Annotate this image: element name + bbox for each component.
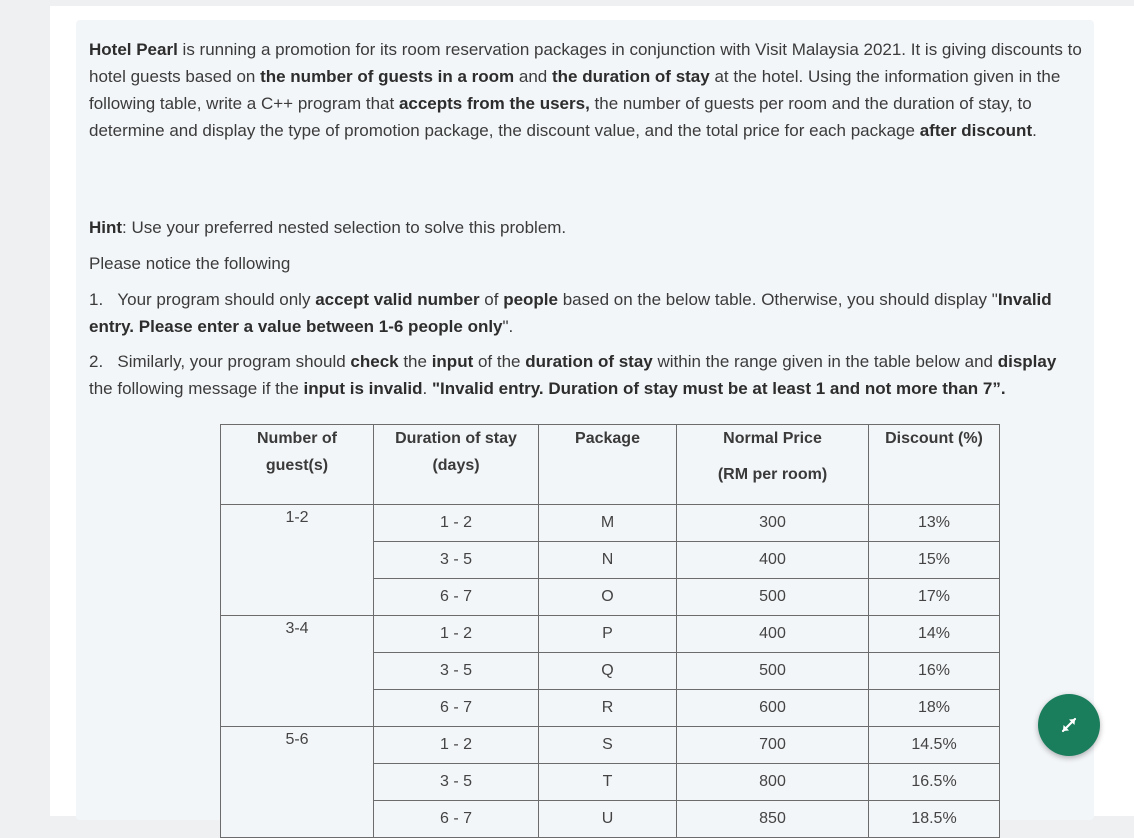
price-cell: 500: [677, 579, 869, 616]
intro-text: .: [1032, 121, 1037, 140]
rule-text: of the: [473, 352, 526, 371]
package-cell: S: [539, 727, 677, 764]
emphasis-text: the duration of stay: [551, 67, 710, 86]
discount-cell: 15%: [869, 542, 1000, 579]
discount-cell: 17%: [869, 579, 1000, 616]
package-cell: M: [539, 505, 677, 542]
emphasis-text: accepts from the users,: [398, 94, 590, 113]
table-row: [221, 505, 1000, 542]
header-text: Number of: [257, 430, 337, 447]
rule-text: Similarly, your program should: [117, 352, 351, 371]
header-package: Package: [539, 425, 677, 505]
duration-cell: 6 - 7: [374, 579, 539, 616]
emphasis-text: input: [431, 352, 474, 371]
package-cell: U: [539, 801, 677, 838]
price-cell: 400: [677, 616, 869, 653]
duration-cell: 6 - 7: [374, 801, 539, 838]
intro-text: and: [514, 67, 552, 86]
discount-cell: 14%: [869, 616, 1000, 653]
hint-label: Hint: [89, 218, 123, 237]
header-text: guest(s): [265, 457, 329, 474]
expand-icon: [1058, 714, 1080, 736]
rule-text: of: [479, 290, 504, 309]
rule-2: [89, 348, 1084, 402]
rule-text: .: [422, 379, 432, 398]
table-header-row: [221, 425, 1000, 505]
discount-cell: 13%: [869, 505, 1000, 542]
emphasis-text: accept valid number: [315, 290, 480, 309]
duration-cell: 1 - 2: [374, 727, 539, 764]
discount-cell: 16.5%: [869, 764, 1000, 801]
duration-cell: 3 - 5: [374, 653, 539, 690]
duration-cell: 3 - 5: [374, 764, 539, 801]
price-cell: 600: [677, 690, 869, 727]
expand-button[interactable]: [1038, 694, 1100, 756]
error-message-text: Invalid entry. Please enter a value between 1-6 people only: [89, 290, 1052, 336]
emphasis-text: people: [503, 290, 558, 309]
emphasis-text: display: [997, 352, 1057, 371]
emphasis-text: input is invalid: [303, 379, 423, 398]
header-guests: [221, 425, 374, 505]
header-text: (days): [432, 457, 480, 474]
package-table: [220, 424, 1000, 838]
emphasis-text: the number of guests in a room: [260, 67, 515, 86]
intro-text: at the hotel. Using the information given in the following table, write a C++ program that: [89, 67, 1061, 113]
intro-paragraph: [89, 36, 1084, 144]
package-cell: P: [539, 616, 677, 653]
emphasis-text: duration of stay: [525, 352, 653, 371]
rule-text: ".: [502, 317, 514, 336]
rule-number: 1.: [89, 290, 104, 309]
guests-cell: 3-4: [221, 616, 374, 727]
table-row: [221, 727, 1000, 764]
hotel-name: Hotel Pearl: [89, 40, 178, 59]
price-cell: 700: [677, 727, 869, 764]
emphasis-text: after discount: [919, 121, 1033, 140]
question-panel: [76, 20, 1094, 827]
duration-cell: 1 - 2: [374, 616, 539, 653]
discount-cell: 16%: [869, 653, 1000, 690]
hint-line: [89, 214, 1084, 241]
discount-cell: 18.5%: [869, 801, 1000, 838]
emphasis-text: check: [350, 352, 399, 371]
guests-cell: 5-6: [221, 727, 374, 838]
price-cell: 800: [677, 764, 869, 801]
intro-text: the number of guests per room and the duration of stay, to determine and display the type of promotion package, the discount value, and the total price for each package: [89, 94, 1032, 140]
rule-1: [89, 286, 1084, 340]
guests-cell: 1-2: [221, 505, 374, 616]
package-cell: T: [539, 764, 677, 801]
notice-line: Please notice the following: [89, 254, 291, 273]
header-text: Normal Price: [723, 430, 822, 447]
discount-cell: 14.5%: [869, 727, 1000, 764]
rule-text: Your program should only: [117, 290, 316, 309]
package-cell: O: [539, 579, 677, 616]
package-cell: Q: [539, 653, 677, 690]
rule-number: 2.: [89, 352, 104, 371]
rule-text: based on the below table. Otherwise, you should display ": [558, 290, 998, 309]
header-duration: [374, 425, 539, 505]
rule-text: within the range given in the table below and: [652, 352, 998, 371]
discount-cell: 18%: [869, 690, 1000, 727]
header-discount: Discount (%): [869, 425, 1000, 505]
table-row: [221, 616, 1000, 653]
error-message-text: "Invalid entry. Duration of stay must be at least 1 and not more than 7”.: [431, 379, 1006, 398]
package-cell: R: [539, 690, 677, 727]
rule-text: the: [398, 352, 432, 371]
duration-cell: 3 - 5: [374, 542, 539, 579]
hint-text: : Use your preferred nested selection to solve this problem.: [122, 218, 567, 237]
header-text: (RM per room): [717, 466, 828, 483]
page-content: [50, 6, 1134, 827]
intro-text: is running a promotion for its room reservation packages in conjunction with Visit Malaysia 2021. It is giving discounts to hotel guests based on: [89, 40, 1082, 86]
duration-cell: 1 - 2: [374, 505, 539, 542]
header-price: [677, 425, 869, 505]
package-cell: N: [539, 542, 677, 579]
price-cell: 850: [677, 801, 869, 838]
header-text: Duration of stay: [395, 430, 517, 447]
price-cell: 400: [677, 542, 869, 579]
rule-text: the following message if the: [89, 379, 304, 398]
price-cell: 500: [677, 653, 869, 690]
duration-cell: 6 - 7: [374, 690, 539, 727]
price-cell: 300: [677, 505, 869, 542]
